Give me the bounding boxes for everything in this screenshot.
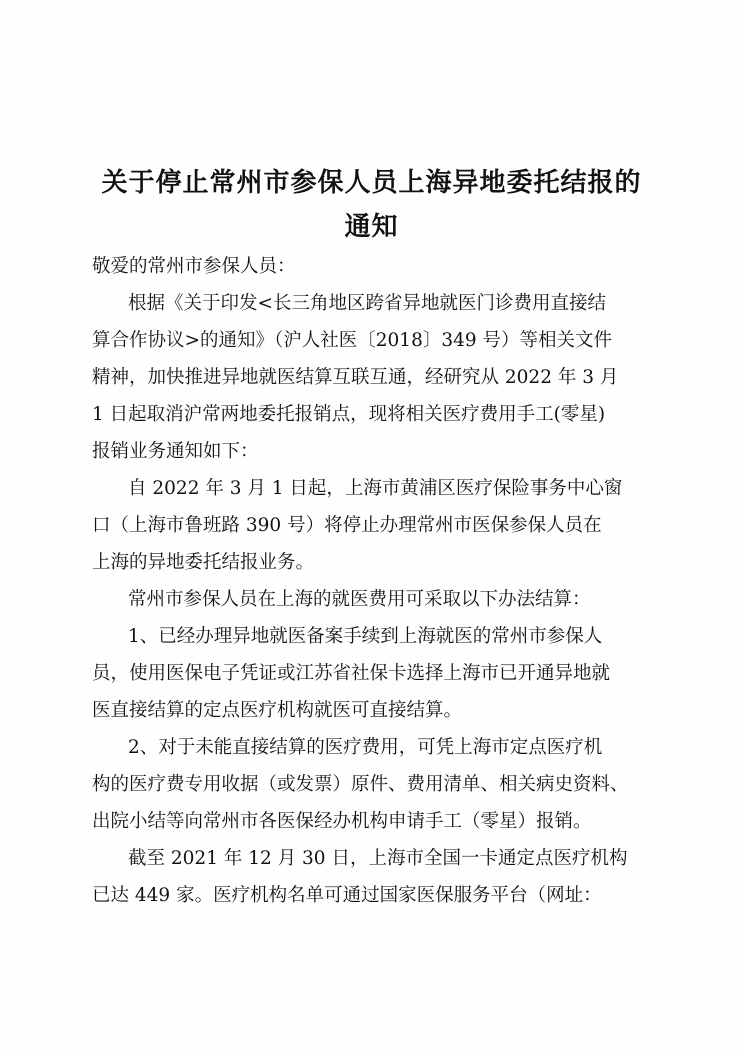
salutation: 敬爱的常州市参保人员：: [92, 256, 296, 277]
paragraph-1-line-1: 根据《关于印发<长三角地区跨省异地就医门诊费用直接结: [128, 293, 607, 314]
paragraph-5-line-3: 出院小结等向常州市各医保经办机构申请手工（零星）报销。: [92, 811, 592, 832]
paragraph-3-line-1: 常州市参保人员在上海的就医费用可采取以下办法结算：: [128, 589, 591, 610]
paragraph-4-line-2: 员，使用医保电子凭证或江苏省社保卡选择上海市已开通异地就: [92, 663, 611, 684]
paragraph-1-line-2: 算合作协议>的通知》（沪人社医〔2018〕349 号）等相关文件: [92, 330, 613, 351]
paragraph-2-line-2: 口（上海市鲁班路 390 号）将停止办理常州市医保参保人员在: [92, 515, 602, 536]
paragraph-1-line-4: 1 日起取消沪常两地委托报销点，现将相关医疗费用手工(零星): [92, 404, 606, 425]
paragraph-2-line-1: 自 2022 年 3 月 1 日起，上海市黄浦区医疗保险事务中心窗: [128, 478, 623, 499]
paragraph-5-line-1: 2、对于未能直接结算的医疗费用，可凭上海市定点医疗机: [128, 737, 603, 758]
paragraph-6-line-1: 截至 2021 年 12 月 30 日，上海市全国一卡通定点医疗机构: [128, 848, 628, 869]
paragraph-6-line-2: 已达 449 家。医疗机构名单可通过国家医保服务平台（网址：: [92, 885, 602, 906]
paragraph-5-line-2: 构的医疗费专用收据（或发票）原件、费用清单、相关病史资料、: [92, 774, 629, 795]
document-title-line-1: 关于停止常州市参保人员上海异地委托结报的: [101, 168, 642, 198]
paragraph-4-line-3: 医直接结算的定点医疗机构就医可直接结算。: [92, 700, 463, 721]
paragraph-1-line-5: 报销业务通知如下：: [92, 441, 259, 462]
paragraph-4-line-1: 1、已经办理异地就医备案手续到上海就医的常州市参保人: [128, 626, 603, 647]
document-title-line-2: 通知: [344, 212, 399, 242]
paragraph-2-line-3: 上海的异地委托结报业务。: [92, 552, 315, 573]
paragraph-1-line-3: 精神，加快推进异地就医结算互联互通，经研究从 2022 年 3 月: [92, 367, 619, 388]
